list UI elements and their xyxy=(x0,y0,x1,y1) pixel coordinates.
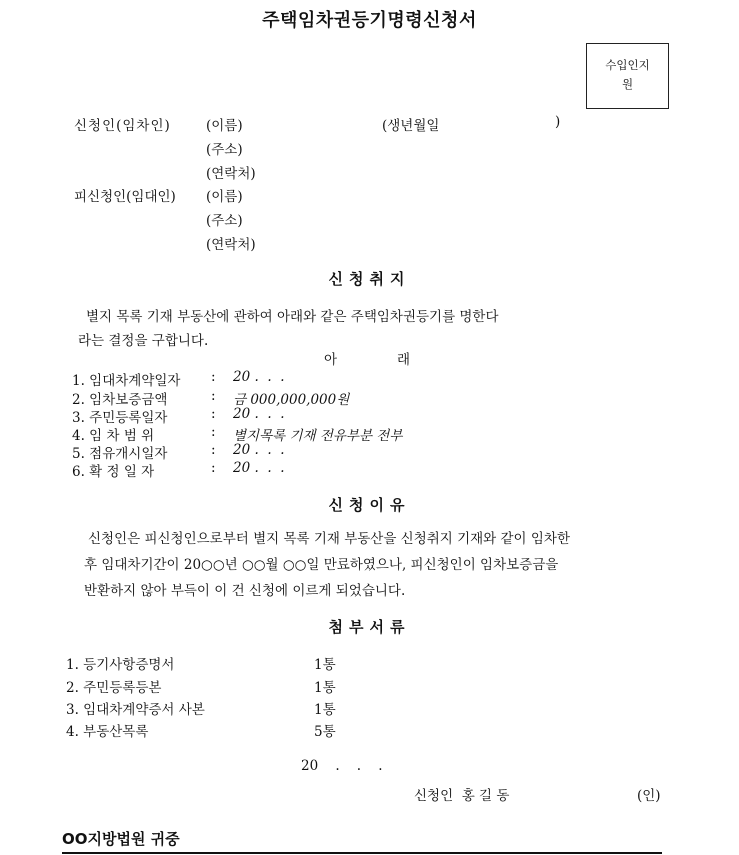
applicant-label: 신청인(임차인) xyxy=(74,118,171,134)
attachment-item-label: 4. 부동산목록 xyxy=(66,724,149,740)
purpose-item-colon: : xyxy=(211,424,216,440)
purpose-heading: 신청취지 xyxy=(328,270,411,288)
purpose-item-colon: : xyxy=(211,406,216,422)
respondent-address-label: (주소) xyxy=(206,213,243,229)
purpose-line-1: 별지 목록 기재 부동산에 관하여 아래와 같은 주택임차권등기를 명한다 xyxy=(86,309,499,325)
purpose-item-label: 6. 확 정 일 자 xyxy=(72,464,155,480)
purpose-item-colon: : xyxy=(211,388,216,404)
attachment-item-label: 3. 임대차계약증서 사본 xyxy=(66,702,205,718)
attachment-item-label: 1. 등기사항증명서 xyxy=(66,657,175,673)
applicant-contact-label: (연락처) xyxy=(206,166,256,182)
attachment-item-label: 2. 주민등록등본 xyxy=(66,680,162,696)
respondent-label: 피신청인(임대인) xyxy=(74,189,176,205)
purpose-line-2: 라는 결정을 구합니다. xyxy=(78,333,209,349)
purpose-item-label: 5. 점유개시일자 xyxy=(72,446,168,462)
reason-line-2: 후 임대차기간이 20○○년 ○○월 ○○일 만료하였으나, 피신청인이 임차보증금을 xyxy=(84,557,559,573)
reason-line-3: 반환하지 않아 부득이 이 건 신청에 이르게 되었습니다. xyxy=(84,583,406,599)
purpose-item-colon: : xyxy=(211,442,216,458)
applicant-name-label: (이름) xyxy=(206,118,243,134)
signer-name: 신청인 홍 길 동 xyxy=(414,788,510,804)
respondent-contact-label: (연락처) xyxy=(206,237,256,253)
respondent-name-label: (이름) xyxy=(206,189,243,205)
applicant-birth-close: ) xyxy=(555,114,561,130)
below-label-2: 래 xyxy=(397,352,411,368)
purpose-item-value: 20 . . . xyxy=(233,442,285,458)
purpose-item-label: 4. 임 차 범 위 xyxy=(72,428,155,444)
purpose-item-colon: : xyxy=(211,369,216,385)
purpose-item-value: 20 . . . xyxy=(233,460,285,476)
attachment-item-count: 1통 xyxy=(314,657,336,673)
purpose-item-value: 금 000,000,000원 xyxy=(233,392,350,408)
applicant-birth-label: (생년월일 xyxy=(382,118,440,134)
attachment-item-count: 5통 xyxy=(314,724,336,740)
application-date: 20 . . . xyxy=(301,758,383,774)
purpose-item-label: 1. 임대차계약일자 xyxy=(72,373,181,389)
purpose-item-value: 별지목록 기재 전유부분 전부 xyxy=(233,428,403,444)
seal-mark: (인) xyxy=(637,788,661,804)
attachment-item-count: 1통 xyxy=(314,702,336,718)
purpose-item-value: 20 . . . xyxy=(233,369,285,385)
purpose-item-colon: : xyxy=(211,460,216,476)
attachments-heading: 첨부서류 xyxy=(328,618,411,636)
attachment-item-count: 1통 xyxy=(314,680,336,696)
purpose-item-label: 3. 주민등록일자 xyxy=(72,410,168,426)
purpose-item-label: 2. 임차보증금액 xyxy=(72,392,168,408)
court-addressee: OO지방법원 귀중 xyxy=(62,828,662,854)
below-label-1: 아 xyxy=(324,352,338,368)
document-title: 주택임차권등기명령신청서 xyxy=(262,10,477,31)
revenue-stamp-box xyxy=(586,43,669,109)
revenue-stamp-label: 수입인지원 xyxy=(605,58,650,91)
applicant-address-label: (주소) xyxy=(206,142,243,158)
reason-heading: 신청이유 xyxy=(328,496,411,514)
reason-line-1: 신청인은 피신청인으로부터 별지 목록 기재 부동산을 신청취지 기재와 같이 임차한 xyxy=(88,531,571,547)
purpose-item-value: 20 . . . xyxy=(233,406,285,422)
